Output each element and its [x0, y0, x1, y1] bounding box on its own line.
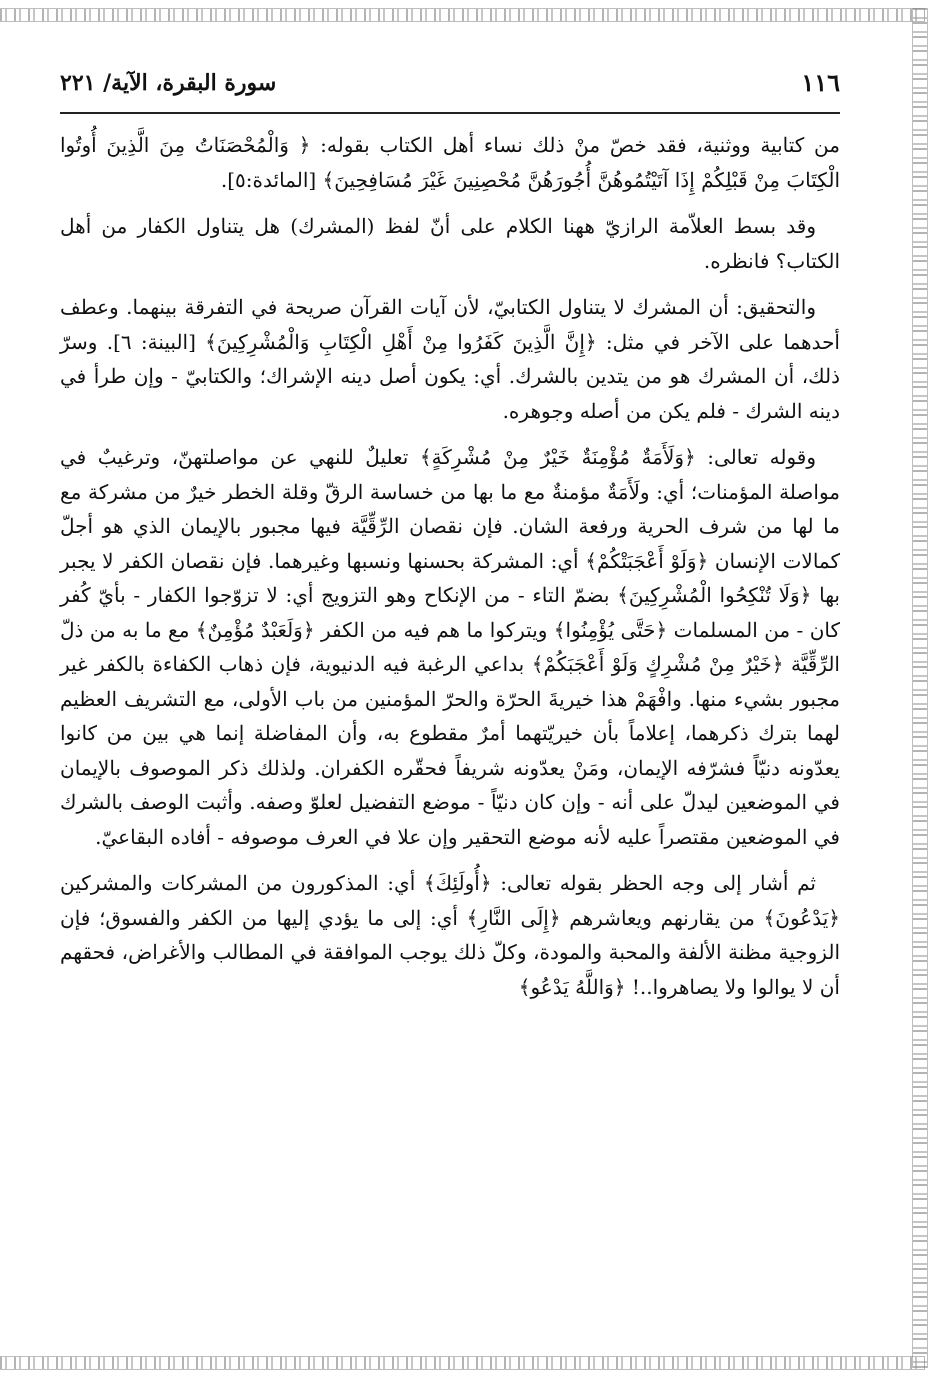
running-title: سورة البقرة، الآية/ ٢٢١ [60, 70, 277, 96]
decorative-border-top [0, 8, 925, 22]
page-body [60, 128, 840, 1016]
header-rule [60, 112, 840, 114]
page-header [60, 68, 840, 108]
paragraph: وقد بسط العلاّمة الرازيّ ههنا الكلام على أنّ لفظ (المشرك) هل يتناول الكفار من أهل الكتاب؟ فانظره. [60, 214, 840, 273]
decorative-border-bottom [0, 1356, 925, 1370]
paragraph: والتحقيق: أن المشرك لا يتناول الكتابيّ، لأن آيات القرآن صريحة في التفرقة بينهما. وعطف أحدهما على الآخر في مثل: ﴿إِنَّ الَّذِينَ كَفَرُوا مِنْ أَهْلِ الْكِتَابِ وَالْمُشْرِكِينَ﴾ [البينة: ٦]. وسرّ ذلك، أن المشرك هو من يتدين بالشرك. أي: يكون أصل دينه الإشراك؛ والكتابيّ - وإن طرأ في دينه الشرك - فلم يكن من أصله وجوهره. [60, 295, 840, 423]
decorative-border-right [912, 8, 928, 1368]
paragraph: وقوله تعالى: ﴿وَلَأَمَةٌ مُؤْمِنَةٌ خَيْرٌ مِنْ مُشْرِكَةٍ﴾ تعليلٌ للنهي عن مواصلتهنّ، وترغيبٌ في مواصلة المؤمنات؛ أي: ولَأَمَةٌ مؤمنةٌ مع ما بها من خساسة الرقّ وقلة الخطر خيرٌ من مشركة مع ما لها من شرف الحرية ورفعة الشان. فإن نقصان الرِّقِّيَّة فيها مجبور بالإيمان الذي هو أجلّ كمالات الإنسان ﴿وَلَوْ أَعْجَبَتْكُمْ﴾ أي: المشركة بحسنها ونسبها وغيرهما. فإن نقصان الكفر لا يجبر بها ﴿وَلَا تُنْكِحُوا الْمُشْرِكِينَ﴾ بضمّ التاء - من الإنكاح وهو التزويج أي: لا تزوّجوا الكفار - بأيّ كُفر كان - من المسلمات ﴿حَتَّى يُؤْمِنُوا﴾ ويتركوا ما هم فيه من الكفر ﴿وَلَعَبْدٌ مُؤْمِنٌ﴾ مع ما به من ذلّ الرِّقِّيَّة ﴿خَيْرٌ مِنْ مُشْرِكٍ وَلَوْ أَعْجَبَكُمْ﴾ بداعي الرغبة فيه الدنيوية، فإن ذهاب الكفاءة بالكفر غير مجبور بشيء منها. وافْهَمْ هذا خيريةَ الحرّة والحرّ المؤمنين من باب الأولى، مع التشريف العظيم لهما بترك ذكرهما، إعلاماً بأن خيريّتهما أمرٌ مقطوع به، وأن المفاضلة إنما هي بين من كانوا يعدّونه دنيّاً فشرّفه الإيمان، ومَنْ يعدّونه شريفاً فحقّره الكفران. ولذلك ذكر الموصوف بالإيمان في الموضعين ليدلّ على أنه - وإن كان دنيّاً - موضع التفضيل لعلوّ وصفه. وأثبت الوصف بالشرك في الموضعين مقتصراً عليه لأنه موضع التحقير وإن علا في العرف موصوفه - أفاده البقاعيّ. [60, 445, 840, 849]
page-number: ١١٦ [801, 68, 840, 97]
paragraph: من كتابية ووثنية، فقد خصّ منْ ذلك نساء أهل الكتاب بقوله: ﴿ وَالْمُحْصَنَاتُ مِنَ الَّذِينَ أُوتُوا الْكِتَابَ مِنْ قَبْلِكُمْ إِذَا آتَيْتُمُوهُنَّ أُجُورَهُنَّ مُحْصِنِينَ غَيْرَ مُسَافِحِينَ﴾ [المائدة:٥]. [60, 133, 840, 192]
paragraph: ثم أشار إلى وجه الحظر بقوله تعالى: ﴿أُولَئِكَ﴾ أي: المذكورون من المشركات والمشركين ﴿يَدْعُونَ﴾ من يقارنهم ويعاشرهم ﴿إِلَى النَّارِ﴾ أي: إلى ما يؤدي إليها من الكفر والفسوق؛ فإن الزوجية مظنة الألفة والمحبة والمودة، وكلّ ذلك يوجب الموافقة في المطالب والأغراض، فحقهم أن لا يوالوا ولا يصاهروا..! ﴿وَاللَّهُ يَدْعُو﴾ [60, 871, 840, 999]
